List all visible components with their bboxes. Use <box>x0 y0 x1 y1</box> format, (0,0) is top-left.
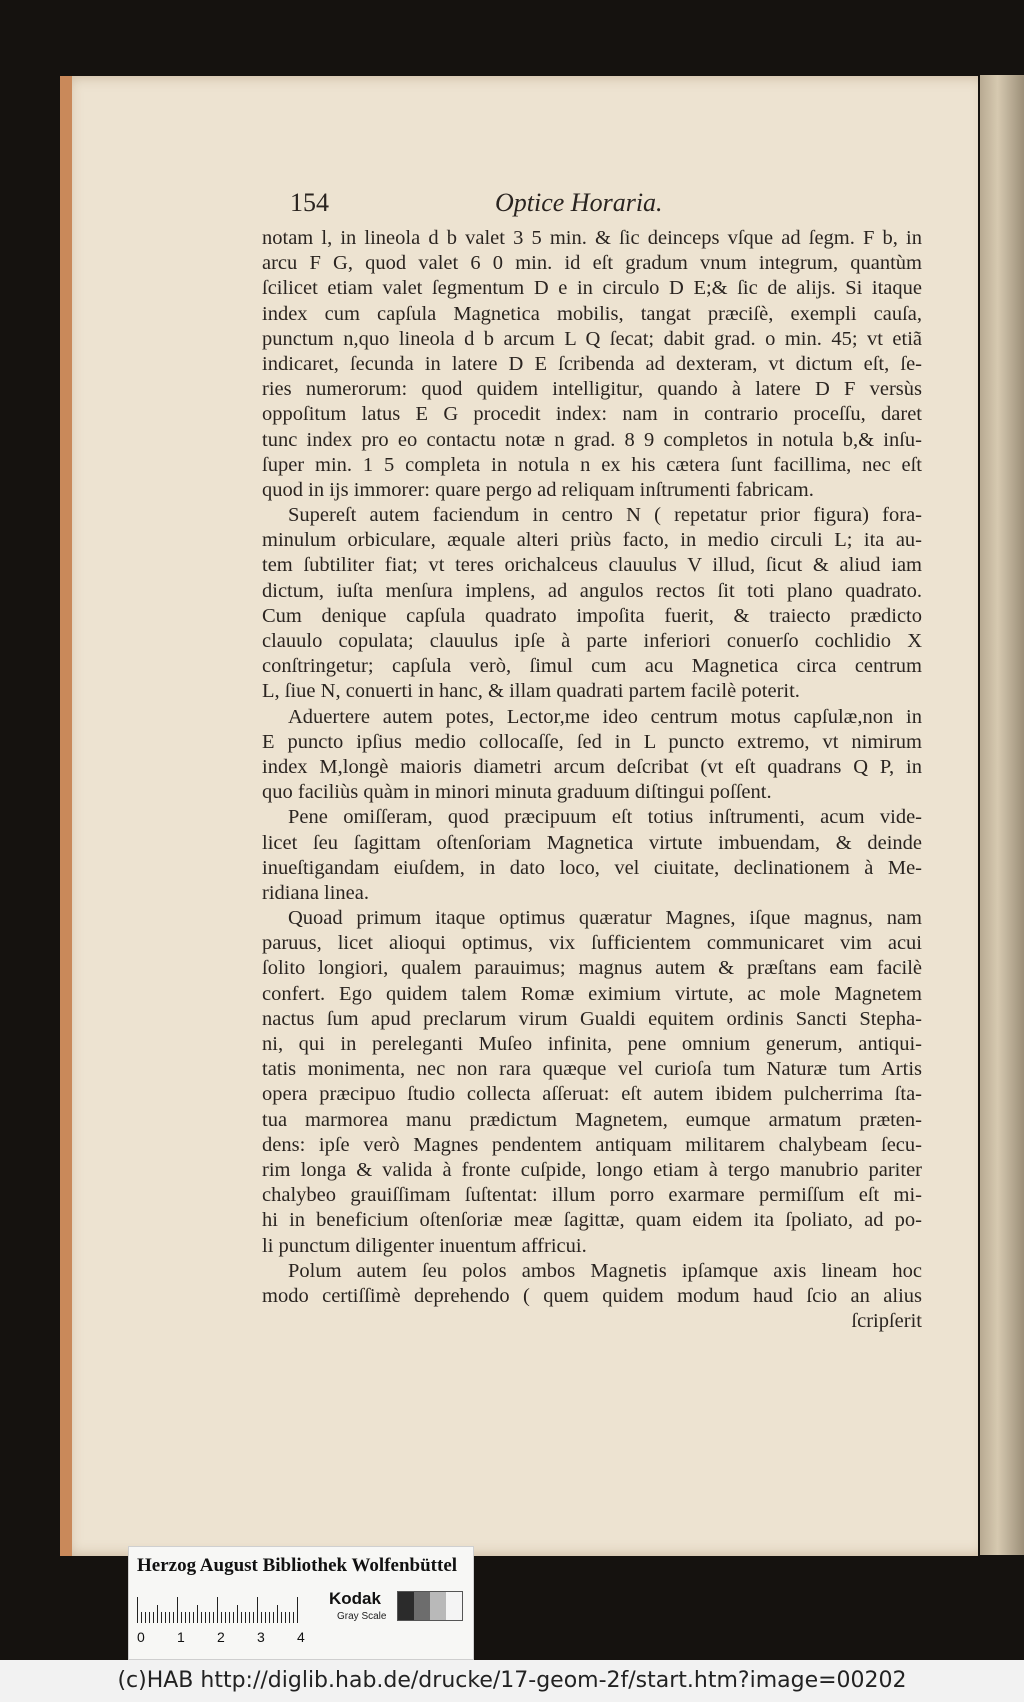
ruler-digits <box>137 1629 317 1649</box>
ruler-tick <box>281 1612 282 1623</box>
text-line: Cum denique capſula quadrato impoſita fuerit, & traiecto prædicto <box>262 604 922 627</box>
text-line: notam l, in lineola d b valet 3 5 min. & ſic deinceps vſque ad ſegm. F b, in <box>262 227 922 249</box>
text-line: ſcilicet etiam valet ſegmentum D e in circulo D E;& ſic de alijs. Si itaque <box>262 277 922 300</box>
running-title: Optice Horaria. <box>495 188 663 217</box>
page-stack-edge <box>980 75 1024 1555</box>
url-caption: (c)HAB http://diglib.hab.de/drucke/17-geom-2f/start.htm?image=00202 <box>117 1668 907 1693</box>
ruler-tick <box>149 1612 150 1623</box>
text-line: modo certiſſimè deprehendo ( quem quidem modum haud ſcio an alius <box>262 1284 922 1307</box>
ruler-tick <box>261 1612 262 1623</box>
ruler-tick <box>137 1597 138 1623</box>
ruler-tick <box>257 1597 258 1623</box>
ruler-tick <box>237 1605 238 1623</box>
ruler-tick <box>185 1612 186 1623</box>
text-line: quod in ijs immorer: quare pergo ad reliquam inſtrumenti fabricam. <box>262 478 814 501</box>
ruler-digit: 2 <box>217 1629 225 1645</box>
text-line: clauulo copulata; clauulus ipſe à parte inferiori conuerſo cochlidio X <box>262 630 922 652</box>
ruler-tick <box>181 1612 182 1623</box>
gray-patch <box>398 1592 414 1620</box>
ruler-tick <box>161 1612 162 1623</box>
ruler-digit: 4 <box>297 1629 305 1645</box>
text-line: tem ſubtiliter fiat; vt teres orichalceus clauulus V illud, ſicut & aliud iam <box>262 554 922 577</box>
ruler-tick <box>253 1612 254 1623</box>
ruler-tick <box>193 1612 194 1623</box>
ruler-tick <box>277 1605 278 1623</box>
text-line: licet ſeu ſagittam oſtenſoriam Magnetica virtute imbuendam, & deinde <box>262 831 922 854</box>
catchword: ſcripſerit <box>851 1310 922 1333</box>
ruler-tick <box>265 1612 266 1623</box>
page-number: 154 <box>290 188 329 217</box>
text-line: Pene omiſſeram, quod præcipuum eſt totius inſtrumenti, acum vide- <box>288 806 922 829</box>
ruler-tick <box>225 1612 226 1623</box>
text-line: Polum autem ſeu polos ambos Magnetis ipſamque axis lineam hoc <box>288 1259 922 1282</box>
text-line: ni, qui in pereleganti Muſeo infinita, pene omnium generum, antiqui- <box>262 1033 922 1055</box>
ruler-tick <box>249 1612 250 1623</box>
gray-patch <box>446 1592 462 1620</box>
ruler-digit: 3 <box>257 1629 265 1645</box>
text-line: quo faciliùs quàm in minori minuta graduum diſtingui poſſent. <box>262 781 772 804</box>
text-line: ridiana linea. <box>262 881 370 904</box>
ruler-tick <box>233 1612 234 1623</box>
text-line: Aduertere autem potes, Lector,me ideo centrum motus capſulæ,non in <box>288 705 922 728</box>
text-line: li punctum diligenter inuentum affricui. <box>262 1234 587 1257</box>
ruler-digit: 1 <box>177 1629 185 1645</box>
ruler-tick <box>217 1597 218 1623</box>
ruler-tick <box>269 1612 270 1623</box>
measurement-ruler <box>137 1591 307 1623</box>
ruler-digit: 0 <box>137 1629 145 1645</box>
ruler-tick <box>177 1597 178 1623</box>
text-line: dens: ipſe verò Magnes pendentem antiquam militarem chalybeam ſecu- <box>262 1133 922 1156</box>
text-line: rim longa & valida à fronte cuſpide, longo etiam à tergo manubrio pariter <box>262 1158 922 1181</box>
ruler-tick <box>201 1612 202 1623</box>
library-label-card <box>128 1546 474 1660</box>
text-line: paruus, licet alioqui optimus, vix ſufficientem communicaret vim acui <box>262 932 922 955</box>
text-line: nactus ſum apud preclarum virum Gualdi equitem ordinis Sancti Stepha- <box>262 1007 922 1030</box>
text-line: index M,longè maioris diametri arcum deſcribat (vt eſt quadrans Q P, in <box>262 755 922 778</box>
text-line: inueſtigandam eiuſdem, in dato loco, vel ciuitate, declinationem à Me- <box>262 856 922 879</box>
ruler-tick <box>273 1612 274 1623</box>
ruler-tick <box>145 1612 146 1623</box>
ruler-tick <box>241 1612 242 1623</box>
gray-scale-patches <box>397 1591 463 1621</box>
text-line: indicaret, ſecunda in latere D E ſcribenda ad dexteram, vt dictum eſt, ſe- <box>262 352 922 375</box>
text-line: chalybeo grauiſſimam ſuſtentat: illum porro exarmare permiſſum eſt mi- <box>262 1184 922 1207</box>
text-line: tua marmorea manu prædictum Magnetem, eumque armatum præten- <box>262 1108 922 1131</box>
ruler-tick <box>189 1612 190 1623</box>
footer-bar <box>0 1660 1024 1702</box>
text-line: index cum capſula Magnetica mobilis, tangat præciſè, exempli cauſa, <box>262 302 922 325</box>
ruler-tick <box>205 1612 206 1623</box>
ruler-tick <box>169 1612 170 1623</box>
ruler-tick <box>157 1605 158 1623</box>
text-line: ſuper min. 1 5 completa in notula n ex his cætera ſunt facillima, nec eſt <box>262 453 922 476</box>
ruler-tick <box>297 1597 298 1623</box>
ruler-tick <box>221 1612 222 1623</box>
ruler-tick <box>173 1612 174 1623</box>
text-line: E puncto ipſius medio collocaſſe, ſed in L puncto extremo, vt nimirum <box>262 730 922 753</box>
text-line: confert. Ego quidem talem Romæ eximium virtute, ac mole Magnetem <box>262 982 922 1005</box>
ruler-tick <box>209 1612 210 1623</box>
text-line: ries numerorum: quod quidem intelligitur, quando à latere D F versùs <box>262 378 922 401</box>
ruler-tick <box>213 1612 214 1623</box>
text-line: tatis monimenta, nec non rara quæque vel curioſa tum Naturæ tum Artis <box>262 1058 922 1081</box>
ruler-tick <box>197 1605 198 1623</box>
ruler-tick <box>229 1612 230 1623</box>
ruler-tick <box>165 1612 166 1623</box>
text-line: opera præcipuo ſtudio collecta aſſeruat: eſt autem ibidem pulcherrima ſta- <box>262 1083 922 1106</box>
text-line: dictum, iuſta menſura implens, ad angulos rectos ſit toti plano quadrato. <box>262 579 922 602</box>
text-line: minulum orbiculare, æquale alteri priùs facto, in medio circuli L; ita au- <box>262 529 922 552</box>
ruler-tick <box>285 1612 286 1623</box>
text-line: conſtringetur; capſula verò, ſimul cum acu Magnetica circa centrum <box>262 655 922 678</box>
ruler-tick <box>289 1612 290 1623</box>
gray-scale-label: Gray Scale <box>337 1611 387 1622</box>
text-line: punctum n,quo lineola d b arcum L Q ſecat; dabit grad. o min. 45; vt etiã <box>262 327 922 350</box>
ruler-tick <box>245 1612 246 1623</box>
text-line: tunc index pro eo contactu notæ n grad. 8 9 completos in notula b,& inſu- <box>262 428 922 451</box>
page-gilt-edge <box>60 76 72 1556</box>
text-line: Supereſt autem faciendum in centro N ( repetatur prior figura) fora- <box>288 504 922 527</box>
text-line: hi in beneficium oſtenſoriæ meæ ſagittæ, quam eidem ita ſpoliato, ad po- <box>262 1209 922 1232</box>
text-line: L, ſiue N, conuerti in hanc, & illam quadrati partem facilè poterit. <box>262 680 800 703</box>
ruler-tick <box>141 1612 142 1623</box>
text-line: oppoſitum latus E G procedit index: nam in contrario proceſſu, daret <box>262 403 922 426</box>
text-line: ſolito longiori, qualem parauimus; magnus autem & præſtans eam facilè <box>262 957 922 980</box>
library-name: Herzog August Bibliothek Wolfenbüttel <box>137 1555 458 1576</box>
ruler-tick <box>153 1612 154 1623</box>
body-text <box>262 226 922 1334</box>
text-line: Quoad primum itaque optimus quæratur Magnes, iſque magnus, nam <box>288 907 922 930</box>
text-line: arcu F G, quod valet 6 0 min. id eſt gradum vnum integrum, quantùm <box>262 252 922 275</box>
gray-patch <box>430 1592 446 1620</box>
kodak-logo: Kodak <box>329 1589 381 1608</box>
ruler-tick <box>293 1612 294 1623</box>
gray-patch <box>414 1592 430 1620</box>
